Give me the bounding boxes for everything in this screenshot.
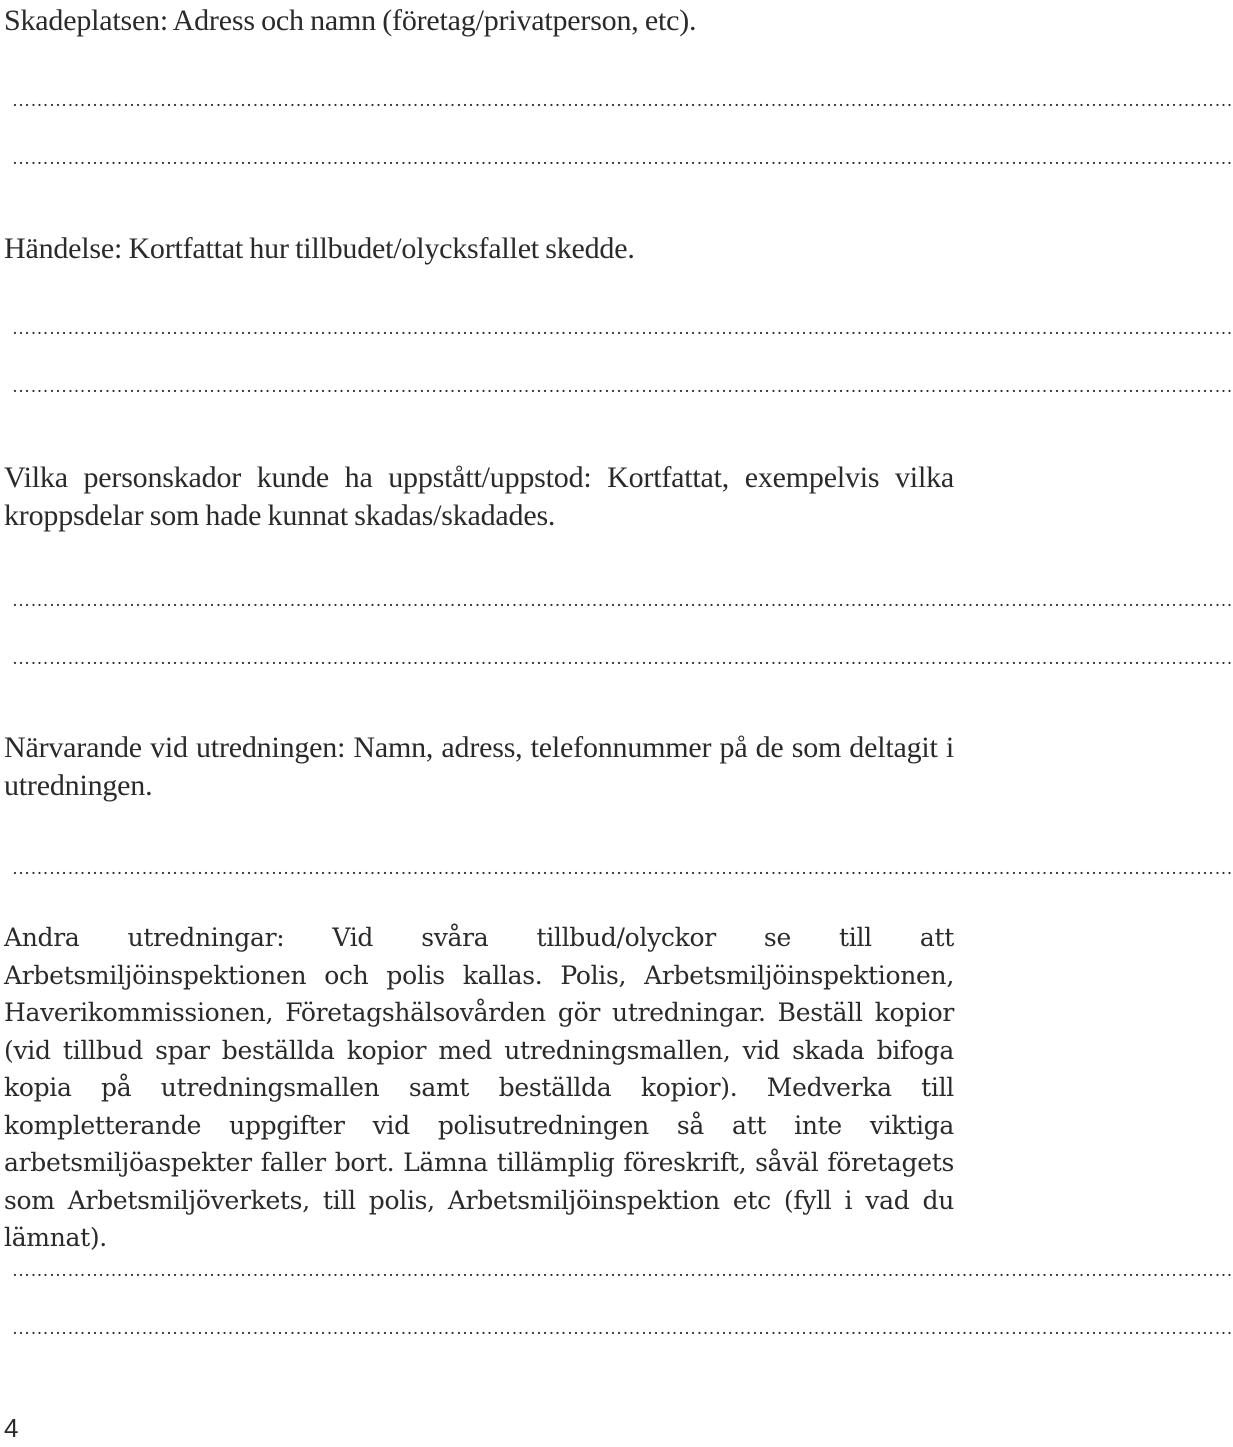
fill-line[interactable]: ……………………………………………………………………………………………………………………………………………………………………………… — [12, 376, 1233, 396]
heading-handelse: Händelse: Kortfattat hur tillbudet/olycksfallet skedde. — [4, 232, 635, 265]
heading-andra-utredningar: Andra utredningar: Vid svåra tillbud/olyckor se till att Arbetsmiljöinspektionen och polis kallas. Polis, Arbetsmiljöinspektionen, Haverikommissionen, Företagshälsovården gör utredningar. Beställ kopior (vid tillbud spar beställda kopior med utredningsmallen, vid skada bifoga kopia på utredningsmallen samt beställda kopior). Medverka till kompletterande uppgifter vid polisutredningen så att inte viktiga arbetsmiljöaspekter faller bort. Lämna tillämplig föreskrift, såväl företagets som Arbetsmiljöverkets, till polis, Arbetsmiljöinspektion etc (fyll i vad du lämnat). — [4, 923, 954, 1252]
heading-skadeplatsen: Skadeplatsen: Adress och namn (företag/privatperson, etc). — [4, 4, 697, 37]
fill-line[interactable]: ……………………………………………………………………………………………………………………………………………………………………………… — [12, 648, 1233, 668]
fill-line[interactable]: ……………………………………………………………………………………………………………………………………………………………………………… — [12, 858, 1233, 878]
fill-line[interactable]: ……………………………………………………………………………………………………………………………………………………………………………… — [12, 590, 1233, 610]
fill-line[interactable]: ……………………………………………………………………………………………………………………………………………………………………………… — [12, 148, 1233, 168]
fill-line[interactable]: ……………………………………………………………………………………………………………………………………………………………………………… — [12, 1318, 1233, 1338]
heading-personskador: Vilka personskador kunde ha uppstått/uppstod: Kortfattat, exempelvis vilka kroppsdelar som hade kunnat skadas/skadades. — [4, 461, 954, 532]
heading-narvarande: Närvarande vid utredningen: Namn, adress, telefonnummer på de som deltagit i utredningen. — [4, 731, 954, 802]
fill-line[interactable]: ……………………………………………………………………………………………………………………………………………………………………………… — [12, 1260, 1233, 1280]
fill-line[interactable]: ……………………………………………………………………………………………………………………………………………………………………………… — [12, 90, 1233, 110]
page-number: 4 — [4, 1413, 19, 1443]
fill-line[interactable]: ……………………………………………………………………………………………………………………………………………………………………………… — [12, 318, 1233, 338]
